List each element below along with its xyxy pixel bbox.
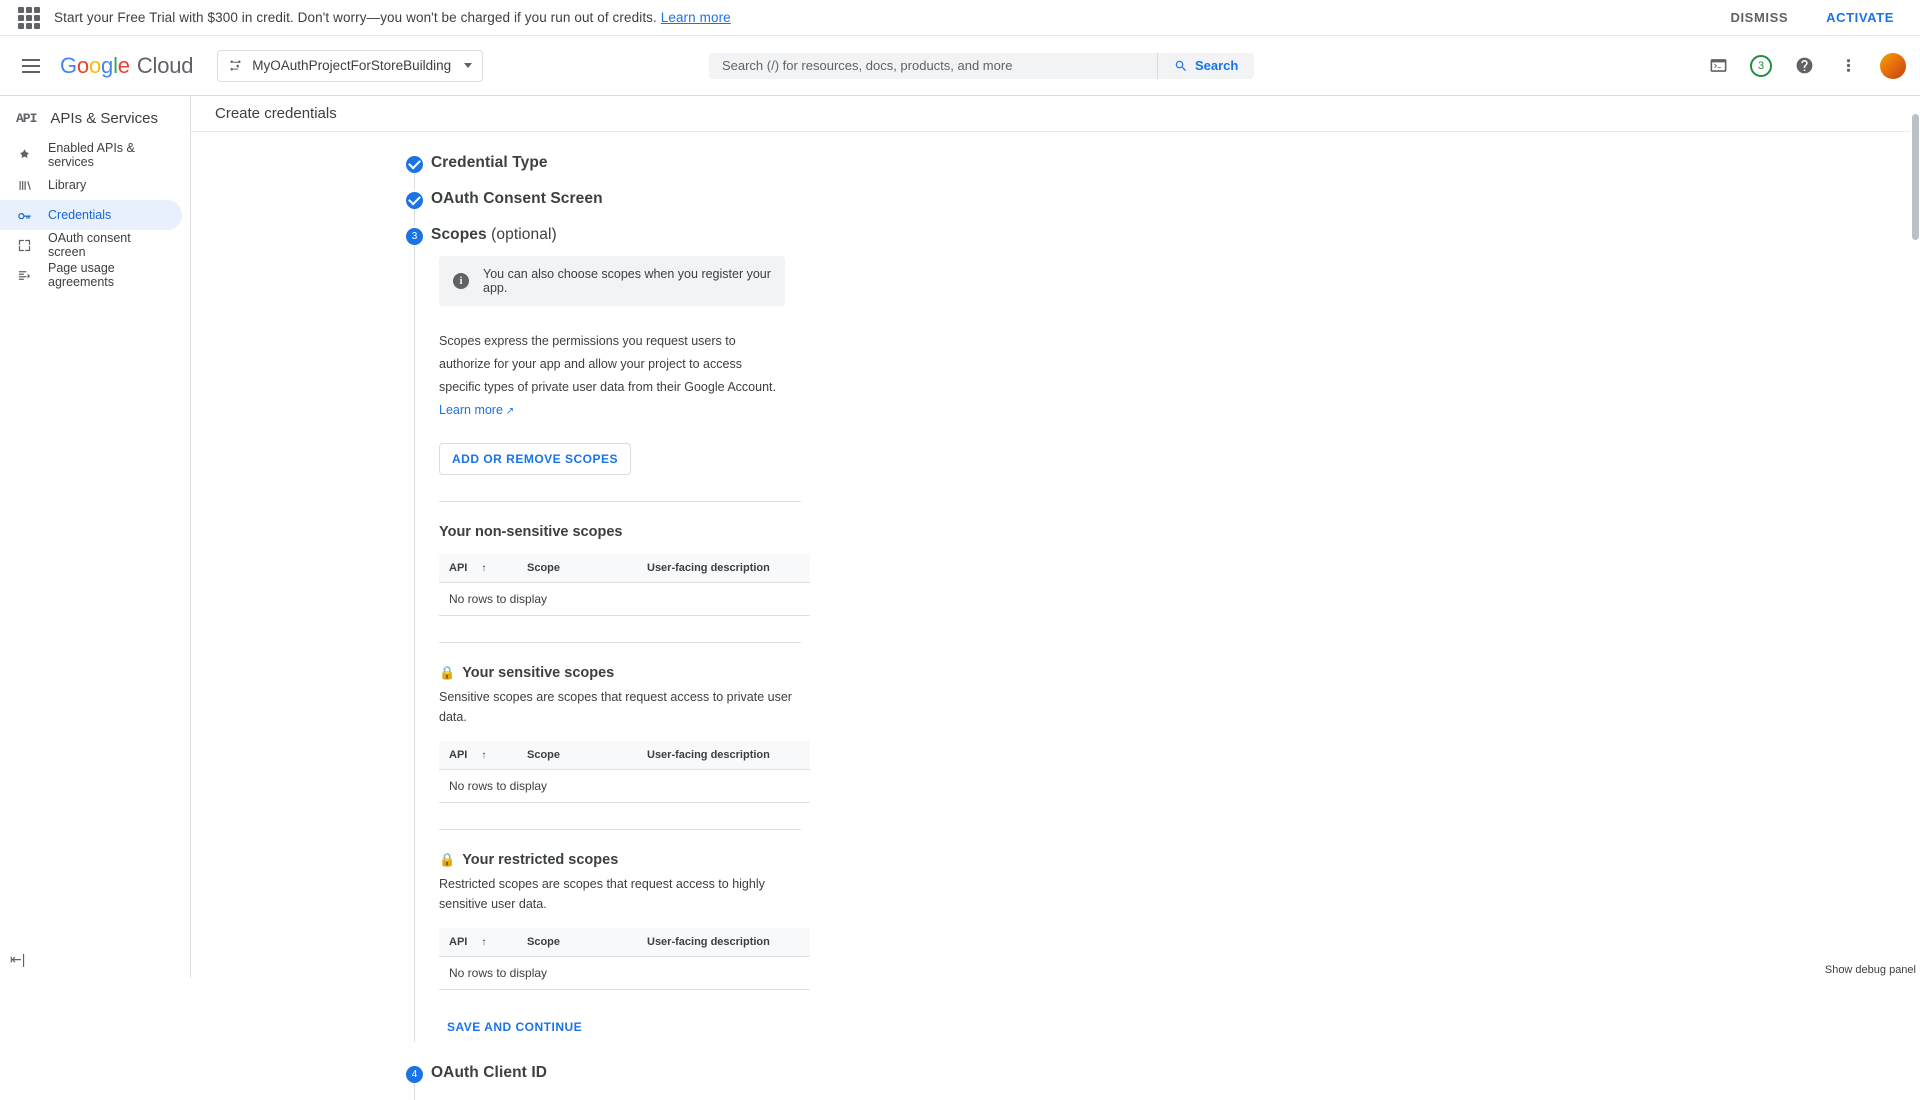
empty-state-text: No rows to display (439, 582, 810, 615)
search-button[interactable] (1157, 53, 1254, 79)
table-header-row (439, 928, 810, 957)
info-icon: i (453, 273, 469, 289)
step-title-text: Scopes (431, 226, 487, 243)
library-icon (16, 177, 32, 193)
scrollbar-track[interactable] (1910, 96, 1920, 978)
step-title (431, 226, 557, 243)
api-icon: API (16, 110, 37, 126)
help-icon[interactable] (1792, 54, 1816, 78)
step-number-badge: 3 (406, 228, 423, 245)
table-row (439, 582, 810, 615)
sidebar-item-label: Credentials (48, 208, 112, 222)
restricted-scopes-label: Your restricted scopes (462, 851, 619, 868)
column-label: API (449, 748, 468, 761)
logo-letter-l: l (113, 52, 118, 78)
save-and-continue-button[interactable]: SAVE AND CONTINUE (439, 1012, 590, 1042)
project-switch-icon (228, 58, 243, 73)
column-label: API (449, 935, 468, 948)
non-sensitive-scopes-label: Your non-sensitive scopes (439, 523, 623, 540)
trial-banner-text (54, 10, 731, 25)
step-oauth-client-id[interactable] (391, 1064, 1151, 1082)
search-input[interactable] (709, 53, 1157, 79)
dashboard-icon (16, 147, 32, 163)
add-or-remove-scopes-button[interactable]: ADD OR REMOVE SCOPES (439, 443, 631, 475)
restricted-scopes-title (439, 852, 1151, 868)
sidebar-item-label: OAuth consent screen (48, 231, 131, 259)
sort-ascending-icon: ↑ (481, 562, 487, 574)
trial-banner-actions (1722, 4, 1902, 31)
dismiss-button[interactable]: DISMISS (1722, 4, 1796, 31)
column-label: User-facing description (647, 748, 770, 761)
show-debug-panel-link[interactable]: Show debug panel (1824, 964, 1916, 976)
divider (439, 501, 801, 502)
column-header-description[interactable] (637, 928, 810, 957)
step-connector (414, 208, 1151, 226)
restricted-scopes-table (439, 928, 810, 990)
step-complete-check-icon (406, 192, 423, 209)
scopes-description-text: Scopes express the permissions you request users to authorize for your app and allow your project to access specific types of private user data from their Google Account. (439, 334, 776, 395)
sort-ascending-icon: ↑ (481, 749, 487, 761)
column-label: Scope (527, 561, 561, 574)
search-icon (1174, 59, 1188, 73)
step-oauth-consent-screen[interactable] (391, 190, 1151, 208)
scopes-learn-more-label: Learn more (439, 403, 503, 418)
chevron-down-icon (464, 63, 472, 68)
scopes-learn-more-link[interactable] (439, 403, 514, 417)
table-row (439, 769, 810, 802)
agreements-icon (16, 267, 32, 283)
lock-icon: 🔒 (439, 664, 456, 680)
logo-letter-e: e (117, 52, 130, 78)
sidebar-item-label: Library (48, 178, 87, 192)
step-title-optional: (optional) (486, 226, 557, 243)
divider (439, 829, 801, 830)
scopes-info-note (439, 256, 785, 306)
sensitive-scopes-subtitle: Sensitive scopes are scopes that request access to private user data. (439, 689, 792, 724)
sidebar-title-label: APIs & Services (50, 109, 158, 127)
sensitive-scopes-title (439, 665, 1151, 681)
scrollbar-thumb[interactable] (1912, 114, 1919, 240)
column-header-api[interactable] (439, 741, 517, 770)
sidebar-item-oauth-consent-screen[interactable] (0, 230, 182, 260)
column-label: Scope (527, 935, 561, 948)
column-label: User-facing description (647, 935, 770, 948)
step-credential-type[interactable] (391, 154, 1151, 172)
scopes-description (439, 330, 787, 423)
step-title: OAuth Client ID (431, 1063, 548, 1081)
sidebar-item-library[interactable] (0, 170, 182, 200)
hamburger-menu-icon[interactable] (14, 49, 48, 83)
non-sensitive-scopes-table (439, 554, 810, 616)
sidebar-item-enabled-apis[interactable] (0, 140, 182, 170)
page-body (0, 96, 1920, 1081)
column-header-scope[interactable] (517, 928, 637, 957)
table-row (439, 956, 810, 989)
google-cloud-logo[interactable] (60, 53, 193, 79)
search-placeholder: Search (/) for resources, docs, products, and more (721, 58, 1013, 73)
column-header-api[interactable] (439, 554, 517, 583)
sidebar-item-label: Enabled APIs & services (48, 141, 135, 169)
logo-letter-o2: o (88, 52, 102, 78)
notifications-badge[interactable]: 3 (1750, 55, 1772, 77)
step-connector (414, 172, 1151, 190)
key-icon (16, 207, 32, 223)
column-header-api[interactable] (439, 928, 517, 957)
step-connector (414, 1082, 1151, 1100)
empty-state-text: No rows to display (439, 769, 810, 802)
logo-letter-g: G (60, 52, 77, 78)
avatar[interactable] (1880, 53, 1906, 79)
scopes-info-text: You can also choose scopes when you register your app. (483, 267, 771, 295)
empty-state-text: No rows to display (439, 956, 810, 989)
column-label: User-facing description (647, 561, 770, 574)
top-navigation-bar (0, 36, 1920, 96)
logo-letter-o1: o (76, 52, 89, 78)
project-picker[interactable] (217, 50, 483, 82)
project-name: MyOAuthProjectForStoreBuilding (252, 58, 452, 73)
column-header-scope[interactable] (517, 554, 637, 583)
sidebar (0, 96, 191, 978)
table-header-row (439, 554, 810, 583)
topbar-actions (1706, 53, 1906, 79)
column-label: Scope (527, 748, 561, 761)
step-complete-check-icon (406, 156, 423, 173)
step-title: OAuth Consent Screen (431, 190, 603, 207)
column-header-description[interactable] (637, 554, 810, 583)
search-button-label: Search (1194, 58, 1239, 73)
restricted-scopes-subtitle: Restricted scopes are scopes that request access to highly sensitive user data. (439, 876, 765, 911)
free-trial-banner (0, 0, 1920, 36)
sensitive-scopes-label: Your sensitive scopes (462, 664, 615, 681)
scopes-panel (414, 244, 1151, 1042)
sidebar-item-credentials[interactable] (0, 200, 182, 230)
step-number-badge: 4 (406, 1066, 423, 1083)
logo-word-cloud: Cloud (136, 52, 194, 78)
apps-grid-icon[interactable] (18, 7, 40, 29)
column-header-scope[interactable] (517, 741, 637, 770)
logo-letter-g2: g (101, 52, 114, 78)
collapse-panel-icon[interactable]: ⇤| (10, 951, 26, 967)
sidebar-item-label: Page usage agreements (48, 261, 115, 289)
trial-learn-more-link[interactable]: Learn more (660, 10, 731, 25)
consent-icon (16, 237, 32, 253)
step-scopes (391, 226, 1151, 244)
more-vert-icon[interactable] (1836, 54, 1860, 78)
external-link-icon: ↗ (502, 406, 515, 418)
lock-icon: 🔒 (439, 851, 456, 867)
sidebar-header (0, 96, 190, 140)
cloud-shell-icon[interactable] (1706, 54, 1730, 78)
activate-button[interactable]: ACTIVATE (1818, 4, 1902, 31)
create-credentials-stepper (391, 132, 1151, 1100)
column-label: API (449, 561, 468, 574)
sensitive-scopes-table (439, 741, 810, 803)
column-header-description[interactable] (637, 741, 810, 770)
search-area (709, 53, 1254, 79)
page-title: Create credentials (191, 96, 1920, 132)
sort-ascending-icon: ↑ (481, 936, 487, 948)
sidebar-item-page-usage-agreements[interactable] (0, 260, 182, 290)
non-sensitive-scopes-title (439, 524, 1151, 540)
step-title: Credential Type (431, 154, 548, 171)
divider (439, 642, 801, 643)
main-content (191, 96, 1920, 1081)
trial-banner-message: Start your Free Trial with $300 in credit. Don't worry—you won't be charged if you run out of credits. (54, 10, 657, 25)
table-header-row (439, 741, 810, 770)
